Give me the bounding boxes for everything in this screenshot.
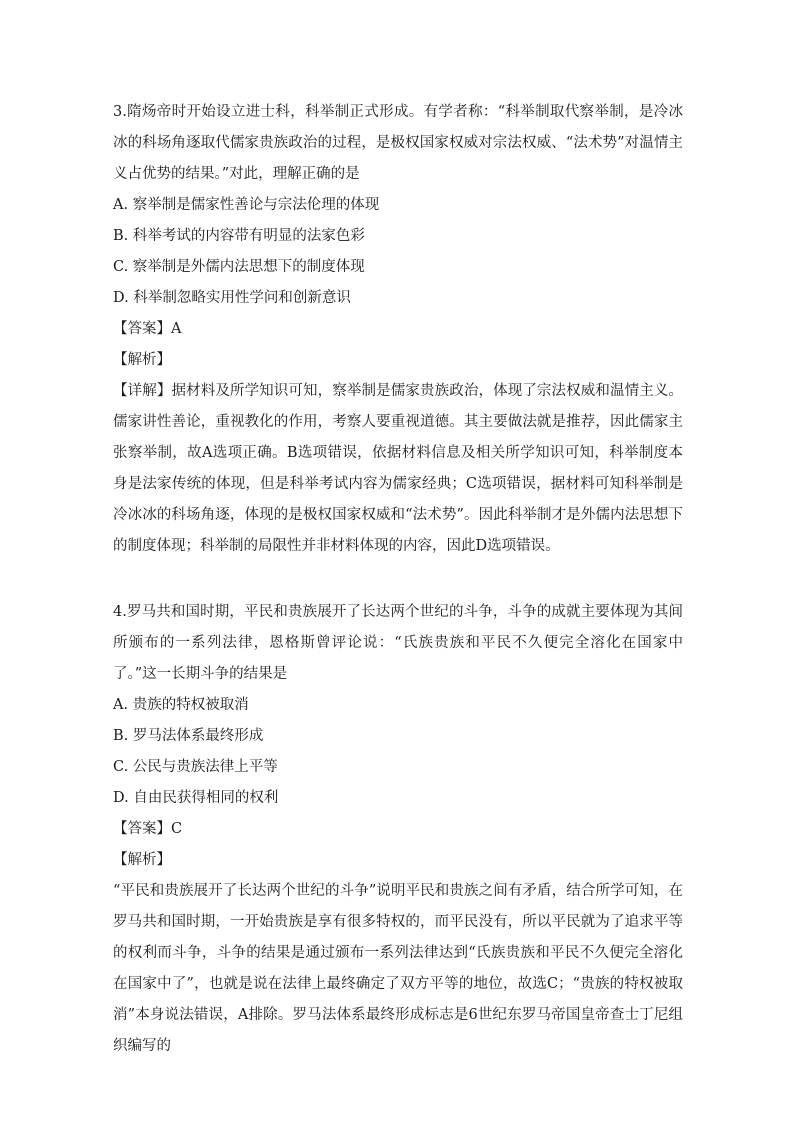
option-c: C. 察举制是外儒内法思想下的制度体现 bbox=[113, 259, 365, 275]
analysis-text: “平民和贵族展开了长达两个世纪的斗争”说明平民和贵族之间有矛盾，结合所学可知，在罗马共和国时期，一开始贵族是享有很多特权的，而平民没有，所以平民就为了追求平等的权利而斗争，斗争的结果是通过颁布一系列法律达到“氏族贵族和平民不久便完全溶化在国家中了”，也就是说在法律上最终确定了双方平等的地位，故选C；“贵族的特权被取消”本身说法错误，A排除。罗马法体系最终形成标志是6世纪东罗马帝国皇帝查士丁尼组织编写的 bbox=[113, 883, 683, 1054]
option-a: A. 贵族的特权被取消 bbox=[113, 697, 249, 713]
question-3 bbox=[113, 97, 683, 562]
option-a: A. 察举制是儒家性善论与宗法伦理的体现 bbox=[113, 197, 380, 213]
analysis-text: 【详解】据材料及所学知识可知，察举制是儒家贵族政治，体现了宗法权威和温情主义。儒家讲性善论，重视教化的作用，考察人要重视道德。其主要做法就是推荐，因此儒家主张察举制，故A选项正确。B选项错误，依据材料信息及相关所学知识可知，科举制度本身是法家传统的体现，但是科举考试内容为儒家经典；C选项错误，据材料可知科举制是冷冰冰的科场角逐，体现的是极权国家权威和“法术势”。因此科举制才是外儒内法思想下的制度体现；科举制的局限性并非材料体现的内容，因此D选项错误。 bbox=[113, 383, 683, 554]
analysis-label: 【解析】 bbox=[113, 352, 171, 368]
option-b: B. 科举考试的内容带有明显的法家色彩 bbox=[113, 228, 365, 244]
option-c: C. 公民与贵族法律上平等 bbox=[113, 759, 278, 775]
question-4 bbox=[113, 597, 683, 1062]
option-d: D. 科举制忽略实用性学问和创新意识 bbox=[113, 290, 351, 306]
analysis-label: 【解析】 bbox=[113, 852, 171, 868]
answer-label: 【答案】A bbox=[113, 321, 182, 337]
question-stem: 4.罗马共和国时期，平民和贵族展开了长达两个世纪的斗争，斗争的成就主要体现为其间所颁布的一系列法律，恩格斯曾评论说：“氏族贵族和平民不久便完全溶化在国家中了。”这一长期斗争的结果是 bbox=[113, 604, 683, 682]
answer-label: 【答案】C bbox=[113, 821, 183, 837]
option-b: B. 罗马法体系最终形成 bbox=[113, 728, 264, 744]
question-stem: 3.隋炀帝时开始设立进士科，科举制正式形成。有学者称：“科举制取代察举制，是冷冰冰的科场角逐取代儒家贵族政治的过程，是极权国家权威对宗法权威、“法术势”对温情主义占优势的结果。”对此，理解正确的是 bbox=[113, 104, 683, 182]
option-d: D. 自由民获得相同的权利 bbox=[113, 790, 279, 806]
